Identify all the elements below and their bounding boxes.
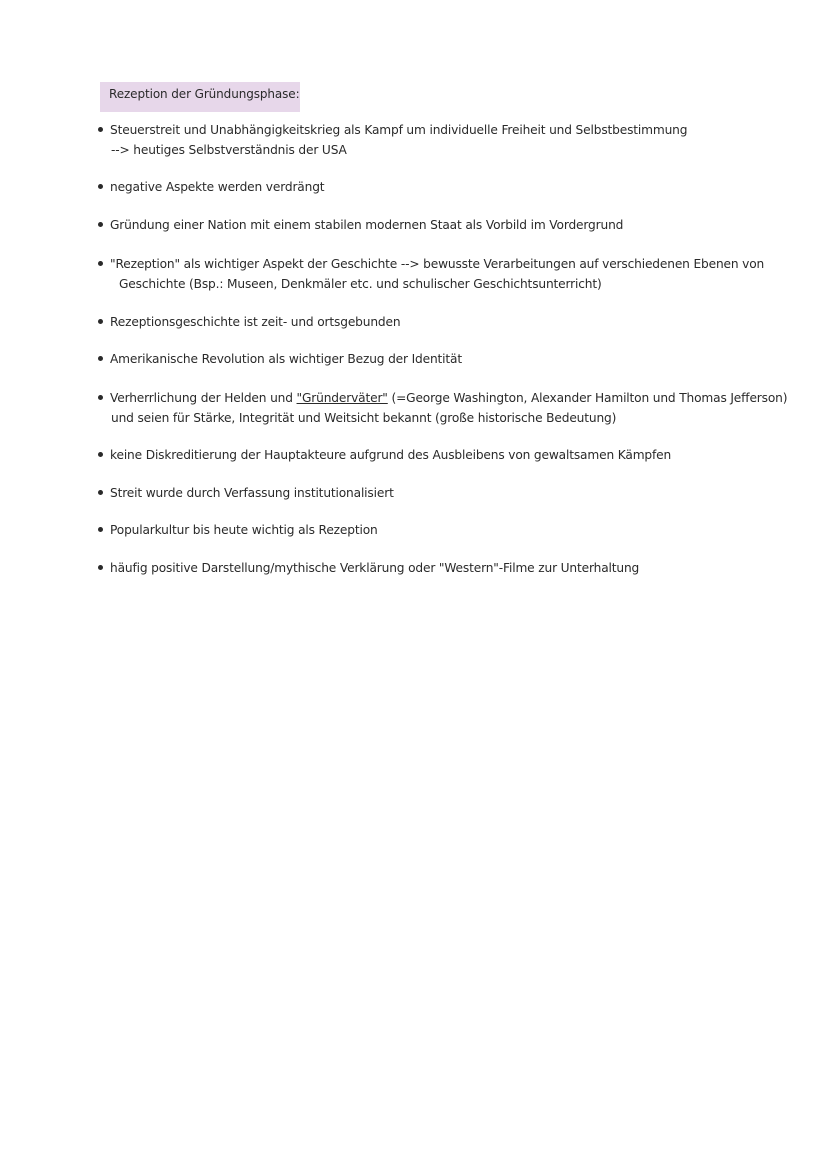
bullet-icon [98, 184, 103, 189]
bullet-icon [98, 127, 103, 132]
list-item-text: Amerikanische Revolution als wichtiger Bezug der Identität [110, 352, 462, 366]
list-item-text: "Rezeption" als wichtiger Aspekt der Geschichte --> bewusste Verarbeitungen auf verschiedenen Ebenen von [110, 257, 765, 271]
bullet-icon [98, 261, 103, 266]
list-item [98, 520, 778, 540]
list-item-text: Steuerstreit und Unabhängigkeitskrieg als Kampf um individuelle Freiheit und Selbstbestimmung [110, 123, 688, 137]
list-item-text: Geschichte (Bsp.: Museen, Denkmäler etc. und schulischer Geschichtsunterricht) [119, 277, 602, 291]
list-item-text: --> heutiges Selbstverständnis der USA [111, 143, 347, 157]
bullet-icon [98, 319, 103, 324]
list-item [98, 312, 778, 332]
section-heading: Rezeption der Gründungsphase: [100, 82, 300, 112]
bullet-icon [98, 527, 103, 532]
list-item-text: Rezeptionsgeschichte ist zeit- und ortsgebunden [110, 315, 401, 329]
list-item-text [98, 388, 788, 408]
bullet-icon [98, 452, 103, 457]
list-item [98, 445, 778, 465]
list-item [98, 388, 788, 428]
bullet-icon [98, 490, 103, 495]
list-item [98, 215, 778, 235]
list-item-text: und seien für Stärke, Integrität und Weitsicht bekannt (große historische Bedeutung) [111, 411, 617, 425]
list-item [98, 349, 778, 369]
list-item-text-part: (=George Washington, Alexander Hamilton und Thomas Jefferson) [387, 391, 788, 405]
list-item [98, 558, 778, 578]
list-item-text: negative Aspekte werden verdrängt [110, 180, 325, 194]
list-item-text: Streit wurde durch Verfassung institutionalisiert [110, 486, 394, 500]
list-item-text: häufig positive Darstellung/mythische Verklärung oder "Western"-Filme zur Unterhaltung [110, 561, 640, 575]
bullet-icon [98, 356, 103, 361]
list-item [98, 254, 778, 294]
bullet-icon [98, 222, 103, 227]
list-item-text: keine Diskreditierung der Hauptakteure aufgrund des Ausbleibens von gewaltsamen Kämpfen [110, 448, 672, 462]
list-item-text: Popularkultur bis heute wichtig als Rezeption [110, 523, 378, 537]
list-item-text: Gründung einer Nation mit einem stabilen modernen Staat als Vorbild im Vordergrund [110, 218, 624, 232]
bullet-icon [98, 565, 103, 570]
underlined-term: "Gründerväter" [296, 391, 388, 405]
list-item [98, 483, 778, 503]
list-item [98, 177, 778, 197]
bullet-icon [98, 395, 103, 400]
list-item [98, 120, 778, 160]
list-item-text-part: Verherrlichung der Helden und [110, 391, 297, 405]
